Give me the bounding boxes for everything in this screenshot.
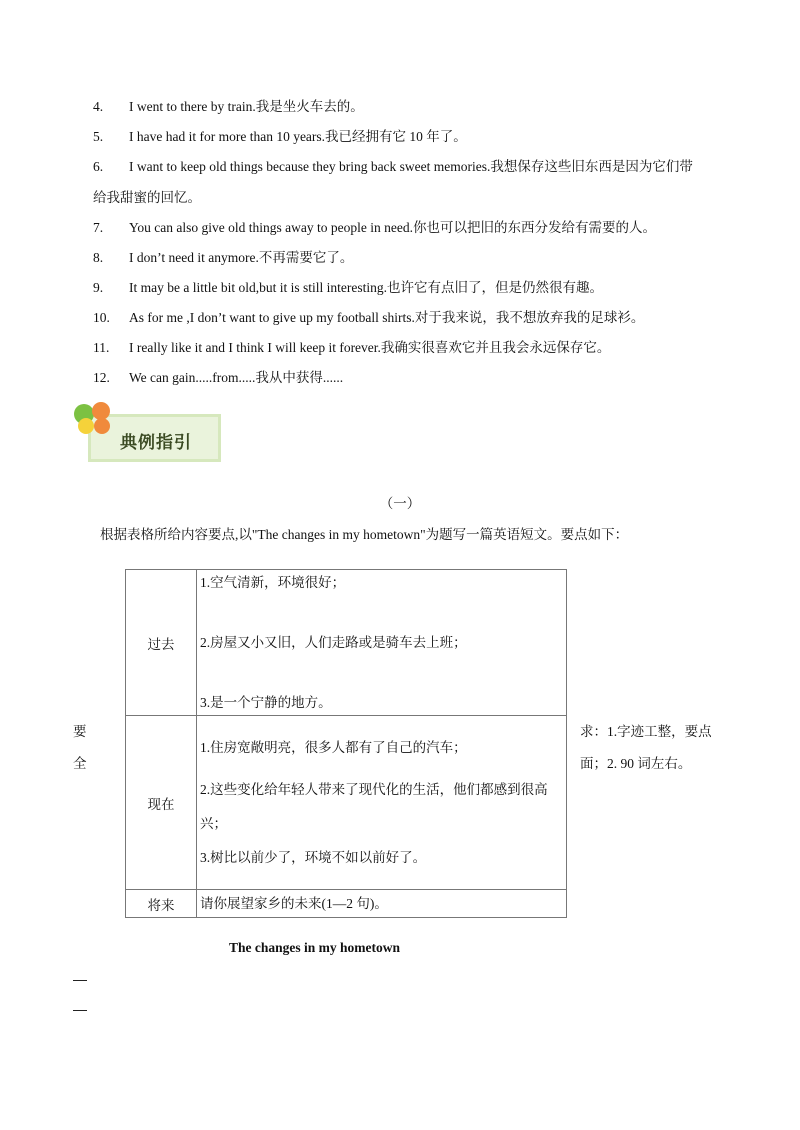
sentence-number: 4. [93,99,104,114]
row-label: 现在 [126,716,197,890]
table-row [126,716,567,890]
sentence-number: 6. [93,159,104,174]
sentence-number: 9. [93,280,104,295]
section-title: 典例指引 [120,433,192,453]
sentence-number: 7. [93,220,104,235]
yellow-dot-icon [78,418,94,434]
side-right-2: 面；2. 90 词左右。 [580,756,692,771]
row-label: 过去 [126,570,197,716]
sentence-10 [93,308,753,328]
row-content [197,716,567,890]
sentence-number: 5. [93,129,104,144]
side-left-1: 要 [73,724,87,739]
task-number: （一） [379,496,421,511]
section-badge [70,402,230,466]
row-content [197,890,567,918]
sentence-9 [93,278,753,298]
row-item: 兴； [200,815,227,831]
writing-line[interactable] [73,980,87,981]
sentence-text: We can gain.....from.....我从中获得...... [129,370,344,385]
sentence-text: I really like it and I think I will keep it forever.我确实很喜欢它并且我会永远保存它。 [129,340,611,355]
sentence-5 [93,127,753,147]
sentence-6-continued: 给我甜蜜的回忆。 [93,190,201,205]
row-item: 请你展望家乡的未来(1—2 句)。 [200,895,388,911]
row-content [197,570,567,716]
row-item: 1.住房宽敞明亮，很多人都有了自己的汽车； [200,739,467,755]
sentence-text: I have had it for more than 10 years.我已经拥有它 10 年了。 [129,129,467,144]
sentence-12 [93,368,753,388]
row-item: 2.房屋又小又旧，人们走路或是骑车去上班； [200,634,467,650]
row-item: 3.是一个宁静的地方。 [200,694,332,710]
sentence-text: I don’t need it anymore.不再需要它了。 [129,250,354,265]
row-item: 2.这些变化给年轻人带来了现代化的生活，他们都感到很高 [200,781,548,797]
orange-dot-icon [94,418,110,434]
side-left-2: 全 [73,756,87,771]
side-right-1: 求：1.字迹工整，要点 [580,724,712,739]
sentence-number: 8. [93,250,104,265]
row-item: 3.树比以前少了，环境不如以前好了。 [200,849,427,865]
table-row [126,570,567,716]
sentence-4 [93,97,753,117]
sentence-number: 11. [93,340,110,355]
sentence-text: I want to keep old things because they bring back sweet memories.我想保存这些旧东西是因为它们带 [129,159,693,174]
table-row [126,890,567,918]
row-item: 1.空气清新，环境很好； [200,574,346,590]
task-intro: 根据表格所给内容要点,以"The changes in my hometown"为题写一篇英语短文。要点如下： [100,527,629,542]
sentence-text: You can also give old things away to people in need.你也可以把旧的东西分发给有需要的人。 [129,220,656,235]
sentence-text: I went to there by train.我是坐火车去的。 [129,99,364,114]
sentence-6 [93,157,753,177]
sentence-number: 10. [93,310,110,325]
essay-title: The changes in my hometown [229,940,401,955]
sentence-8 [93,248,753,268]
sentence-7 [93,218,753,238]
sentence-11 [93,338,753,358]
writing-line[interactable] [73,1010,87,1011]
requirements-table [125,569,567,918]
sentence-number: 12. [93,370,110,385]
sentence-text: It may be a little bit old,but it is still interesting.也许它有点旧了，但是仍然很有趣。 [129,280,603,295]
sentence-text: As for me ,I don’t want to give up my football shirts.对于我来说，我不想放弃我的足球衫。 [129,310,645,325]
row-label: 将来 [126,890,197,918]
